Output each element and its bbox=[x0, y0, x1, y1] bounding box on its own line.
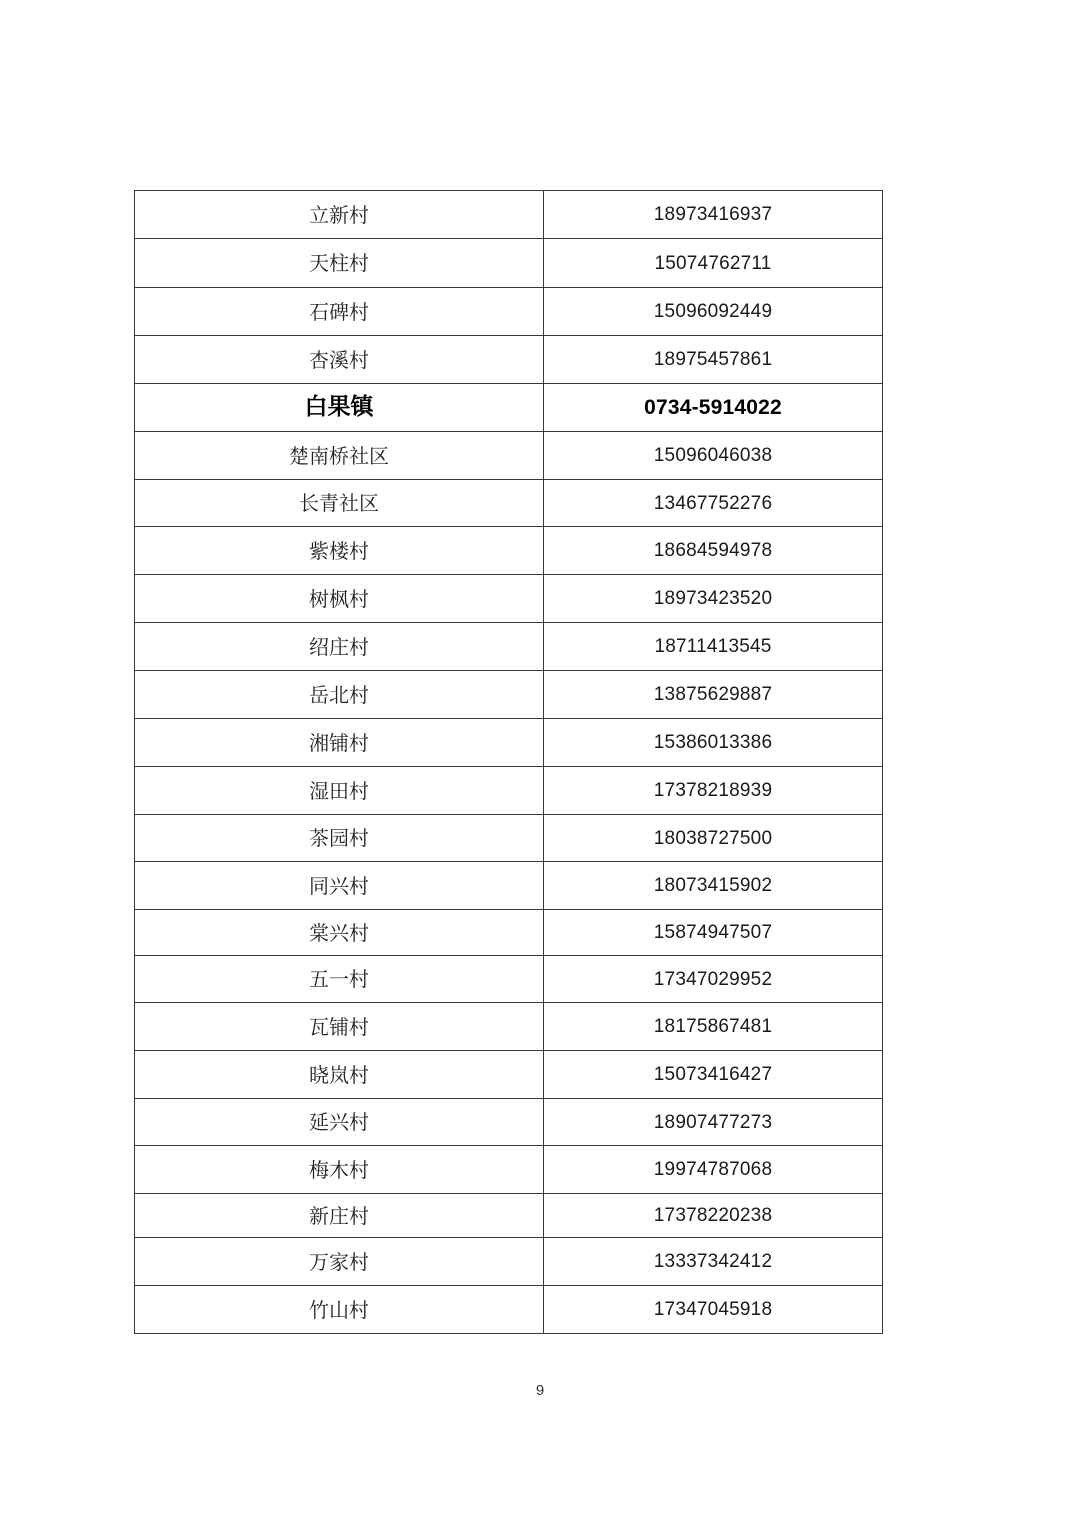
table-row bbox=[135, 1146, 883, 1194]
phone-number-cell: 13467752276 bbox=[544, 480, 883, 527]
village-name-cell: 绍庄村 bbox=[135, 623, 544, 671]
phone-number-cell: 13875629887 bbox=[544, 671, 883, 719]
village-name-cell: 湘铺村 bbox=[135, 719, 544, 767]
village-name-cell: 棠兴村 bbox=[135, 910, 544, 956]
phone-number-cell: 18175867481 bbox=[544, 1003, 883, 1051]
village-name-cell: 石碑村 bbox=[135, 288, 544, 336]
phone-number-cell: 18073415902 bbox=[544, 862, 883, 910]
table-row bbox=[135, 956, 883, 1003]
village-name-cell: 同兴村 bbox=[135, 862, 544, 910]
phone-number-cell: 18684594978 bbox=[544, 527, 883, 575]
village-name-cell: 湿田村 bbox=[135, 767, 544, 815]
phone-number-cell: 17347029952 bbox=[544, 956, 883, 1003]
village-name-cell: 延兴村 bbox=[135, 1099, 544, 1146]
contact-table-body bbox=[135, 191, 883, 1334]
phone-number-cell: 15073416427 bbox=[544, 1051, 883, 1099]
table-row bbox=[135, 1051, 883, 1099]
table-row bbox=[135, 1238, 883, 1286]
village-name-cell: 杏溪村 bbox=[135, 336, 544, 384]
phone-number-cell: 15074762711 bbox=[544, 239, 883, 288]
phone-number-cell: 17378220238 bbox=[544, 1194, 883, 1238]
table-row bbox=[135, 862, 883, 910]
phone-number-cell: 15096046038 bbox=[544, 432, 883, 480]
table-row bbox=[135, 527, 883, 575]
table-row bbox=[135, 336, 883, 384]
phone-number-cell: 15386013386 bbox=[544, 719, 883, 767]
phone-number-cell: 13337342412 bbox=[544, 1238, 883, 1286]
table-row bbox=[135, 239, 883, 288]
village-name-cell: 晓岚村 bbox=[135, 1051, 544, 1099]
table-row bbox=[135, 719, 883, 767]
phone-number-cell: 18907477273 bbox=[544, 1099, 883, 1146]
village-name-cell: 紫楼村 bbox=[135, 527, 544, 575]
phone-number-cell: 17378218939 bbox=[544, 767, 883, 815]
table-row bbox=[135, 1003, 883, 1051]
phone-number-cell: 19974787068 bbox=[544, 1146, 883, 1194]
village-name-cell: 天柱村 bbox=[135, 239, 544, 288]
table-row bbox=[135, 767, 883, 815]
village-name-cell: 五一村 bbox=[135, 956, 544, 1003]
phone-number-cell: 15874947507 bbox=[544, 910, 883, 956]
phone-number-cell: 15096092449 bbox=[544, 288, 883, 336]
page-number: 9 bbox=[535, 1382, 545, 1399]
table-row bbox=[135, 623, 883, 671]
table-row bbox=[135, 1194, 883, 1238]
phone-number-cell: 18038727500 bbox=[544, 815, 883, 862]
village-name-cell: 茶园村 bbox=[135, 815, 544, 862]
village-name-cell: 树枫村 bbox=[135, 575, 544, 623]
table-row bbox=[135, 671, 883, 719]
contact-table bbox=[134, 190, 883, 1334]
table-row bbox=[135, 480, 883, 527]
town-phone-cell: 0734-5914022 bbox=[544, 384, 883, 432]
village-name-cell: 万家村 bbox=[135, 1238, 544, 1286]
village-name-cell: 梅木村 bbox=[135, 1146, 544, 1194]
village-name-cell: 瓦铺村 bbox=[135, 1003, 544, 1051]
village-name-cell: 新庄村 bbox=[135, 1194, 544, 1238]
phone-number-cell: 17347045918 bbox=[544, 1286, 883, 1334]
table-row bbox=[135, 191, 883, 239]
village-name-cell: 长青社区 bbox=[135, 480, 544, 527]
table-row bbox=[135, 1286, 883, 1334]
town-name-cell: 白果镇 bbox=[135, 384, 544, 432]
table-row bbox=[135, 815, 883, 862]
phone-number-cell: 18973416937 bbox=[544, 191, 883, 239]
phone-number-cell: 18975457861 bbox=[544, 336, 883, 384]
table-row bbox=[135, 910, 883, 956]
phone-number-cell: 18973423520 bbox=[544, 575, 883, 623]
table-row bbox=[135, 1099, 883, 1146]
table-row bbox=[135, 575, 883, 623]
table-row bbox=[135, 432, 883, 480]
table-row bbox=[135, 288, 883, 336]
village-name-cell: 竹山村 bbox=[135, 1286, 544, 1334]
village-name-cell: 岳北村 bbox=[135, 671, 544, 719]
village-name-cell: 楚南桥社区 bbox=[135, 432, 544, 480]
phone-number-cell: 18711413545 bbox=[544, 623, 883, 671]
section-row bbox=[135, 384, 883, 432]
village-name-cell: 立新村 bbox=[135, 191, 544, 239]
